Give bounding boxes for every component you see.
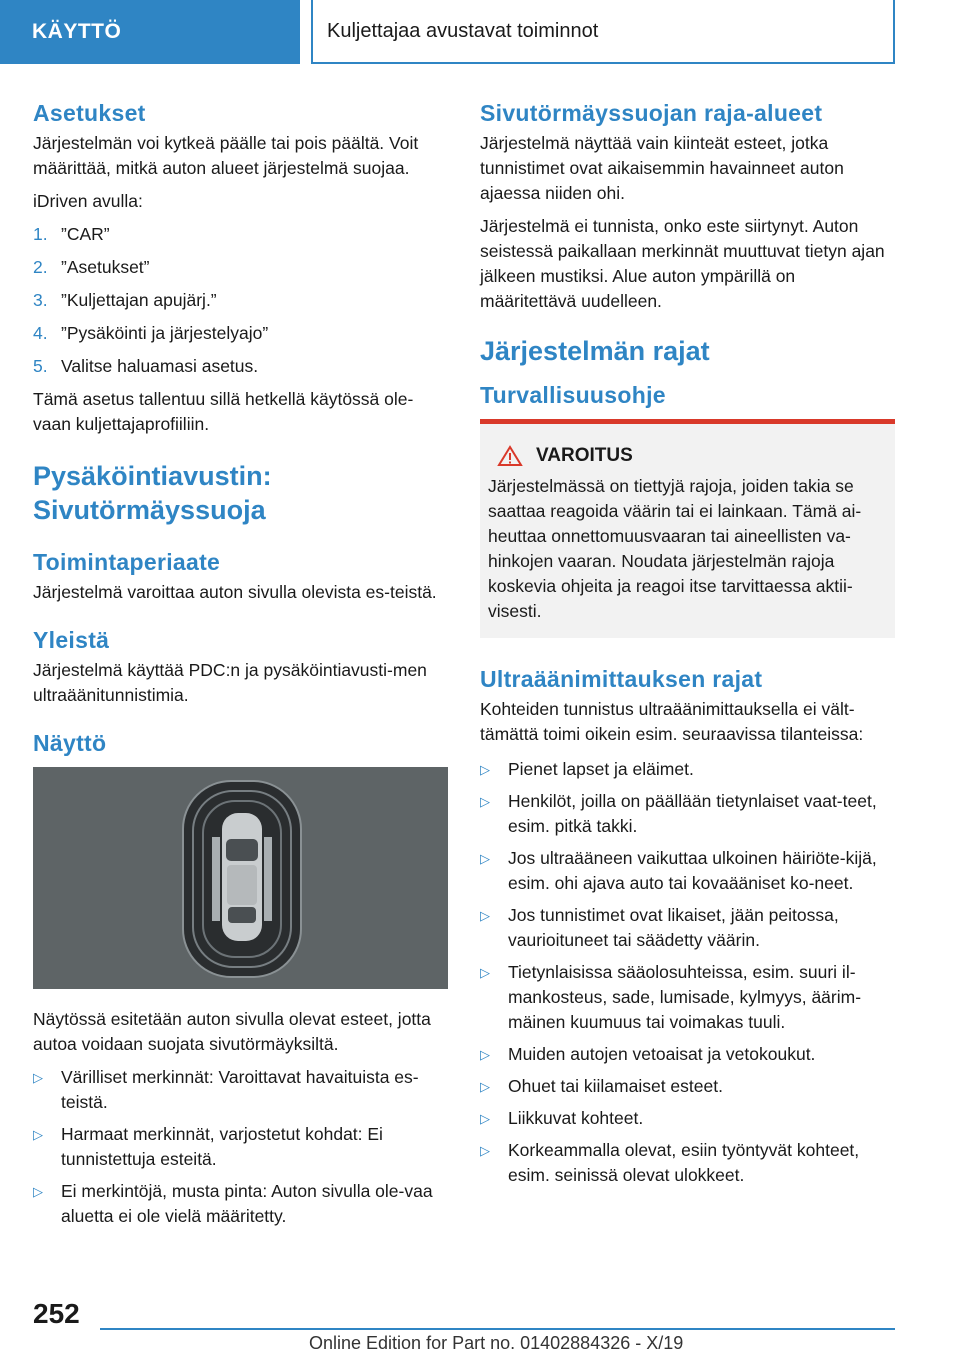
list-item [480,1106,895,1131]
header-chapter-title: Kuljettajaa avustavat toiminnot [311,0,895,64]
list-item-text: Pienet lapset ja eläimet. [508,759,694,779]
main-section-title: Pysäköintiavustin: Sivutörmäyssuoja [33,461,272,525]
list-item [33,1179,448,1229]
yleista-heading: Yleistä [33,627,110,653]
step-text: ”Pysäköinti ja järjestelyajo” [61,323,269,343]
left-column [33,100,448,1236]
triangle-bullet-icon: ▷ [480,851,490,866]
triangle-bullet-icon: ▷ [480,908,490,923]
triangle-bullet-icon: ▷ [33,1127,43,1142]
settings-steps [33,222,448,379]
list-item [480,903,895,953]
ultrasound-limits-paragraph: Kohteiden tunnistus ultraäänimittauksella ei vält-tämättä toimi oikein esim. seuraavissa tilanteissa: [480,699,864,744]
toimintaperiaate-paragraph: Järjestelmä varoittaa auton sivulla olevista es-teistä. [33,582,437,602]
step-item [33,255,448,280]
list-item [480,960,895,1035]
system-limits-title: Järjestelmän rajat [480,336,710,366]
step-item [33,288,448,313]
asetukset-paragraph-1: Järjestelmän voi kytkeä päälle tai pois päältä. Voit määrittää, mitkä auton alueet järjestelmä suojaa. [33,133,419,178]
naytto-paragraph: Näytössä esitetään auton sivulla olevat esteet, jotta autoa voidaan suojata sivutörmäyksiltä. [33,1009,431,1054]
asetukset-paragraph-2: iDriven avulla: [33,191,143,211]
list-item [480,789,895,839]
list-item-text: Muiden autojen vetoaisat ja vetokoukut. [508,1044,816,1064]
list-item [33,1122,448,1172]
right-column [480,100,895,1195]
list-item-text: Jos tunnistimet ovat likaiset, jään peitossa, vaurioituneet tai säädetty väärin. [508,905,839,950]
triangle-bullet-icon: ▷ [33,1070,43,1085]
triangle-bullet-icon: ▷ [480,762,490,777]
triangle-bullet-icon: ▷ [480,1047,490,1062]
step-text: Valitse haluamasi asetus. [61,356,259,376]
side-protection-display-image [33,767,448,989]
list-item-text: Ei merkintöjä, musta pinta: Auton sivulla ole-vaa aluetta ei ole vielä määritetty. [61,1181,433,1226]
list-item-text: Värilliset merkinnät: Varoittavat havaituista es-teistä. [61,1067,419,1112]
step-item [33,354,448,379]
list-item-text: Liikkuvat kohteet. [508,1108,644,1128]
display-legend-list [33,1065,448,1229]
step-text: ”CAR” [61,224,110,244]
footer-edition-text: Online Edition for Part no. 01402884326 - X/19 [309,1333,684,1353]
step-text: ”Kuljettajan apujärj.” [61,290,217,310]
list-item [480,1138,895,1188]
raja-alueet-heading: Sivutörmäyssuojan raja-alueet [480,100,823,126]
warning-title: VAROITUS [536,445,633,466]
step-number: 1. [33,224,48,244]
list-item [480,1042,895,1067]
footer-divider [100,1328,895,1330]
list-item-text: Jos ultraääneen vaikuttaa ulkoinen häiriöte-kijä, esim. ohi ajava auto tai kovaääniset ko-neet. [508,848,877,893]
step-number: 2. [33,257,48,277]
warning-title-row [488,444,881,468]
raja-alueet-paragraph-2: Järjestelmä ei tunnista, onko este siirtynyt. Auton seistessä paikallaan merkinnät muuttuvat tietyn ajan jälkeen mustiksi. Alue auton ympärillä on määritettävä uudelleen. [480,216,885,311]
step-item [33,222,448,247]
ultrasound-limits-heading: Ultraäänimittauksen rajat [480,666,763,692]
list-item [33,1065,448,1115]
page-number: 252 [33,1298,80,1329]
header-section-tab: KÄYTTÖ [0,0,300,64]
list-item-text: Ohuet tai kiilamaiset esteet. [508,1076,723,1096]
triangle-bullet-icon: ▷ [480,794,490,809]
warning-box [480,419,895,638]
asetukset-paragraph-3: Tämä asetus tallentuu sillä hetkellä käytössä ole-vaan kuljettajaprofiiliin. [33,389,414,434]
list-item-text: Tietynlaisissa sääolosuhteissa, esim. suuri il-mankosteus, sade, lumisade, kylmyys, äärim-mäinen kuumuus tai voimakas tuuli. [508,962,862,1032]
step-number: 5. [33,356,48,376]
list-item [480,846,895,896]
list-item [480,1074,895,1099]
warning-text: Järjestelmässä on tiettyjä rajoja, joiden takia se saattaa reagoida väärin tai ei lainkaan. Tämä ai-heuttaa onnettomuusvaaran tai aineellisten va-hinkojen vaaran. Noudata järjestelmän rajoja koskevia ohjeita ja reagoi itse tarvittaessa aktii-visesti. [488,476,862,621]
step-number: 4. [33,323,48,343]
yleista-paragraph: Järjestelmä käyttää PDC:n ja pysäköintiavusti-men ultraäänitunnistimia. [33,660,427,705]
safety-note-heading: Turvallisuusohje [480,382,666,408]
triangle-bullet-icon: ▷ [33,1184,43,1199]
step-text: ”Asetukset” [61,257,150,277]
ultrasound-limits-list [480,757,895,1188]
triangle-bullet-icon: ▷ [480,1111,490,1126]
list-item-text: Harmaat merkinnät, varjostetut kohdat: Ei tunnistettuja esteitä. [61,1124,383,1169]
triangle-bullet-icon: ▷ [480,1079,490,1094]
list-item-text: Henkilöt, joilla on päällään tietynlaiset vaat-teet, esim. pitkä takki. [508,791,877,836]
warning-triangle-icon [488,444,532,468]
triangle-bullet-icon: ▷ [480,965,490,980]
list-item [480,757,895,782]
asetukset-heading: Asetukset [33,100,146,126]
toimintaperiaate-heading: Toimintaperiaate [33,549,221,575]
car-top-view-illustration [33,767,448,989]
triangle-bullet-icon: ▷ [480,1143,490,1158]
step-number: 3. [33,290,48,310]
raja-alueet-paragraph-1: Järjestelmä näyttää vain kiinteät esteet, jotka tunnistimet ovat aikaisemmin havainneet auton ajaessa niiden ohi. [480,133,844,203]
list-item-text: Korkeammalla olevat, esiin työntyvät kohteet, esim. seinissä olevat ulokkeet. [508,1140,860,1185]
naytto-heading: Näyttö [33,730,107,756]
step-item [33,321,448,346]
